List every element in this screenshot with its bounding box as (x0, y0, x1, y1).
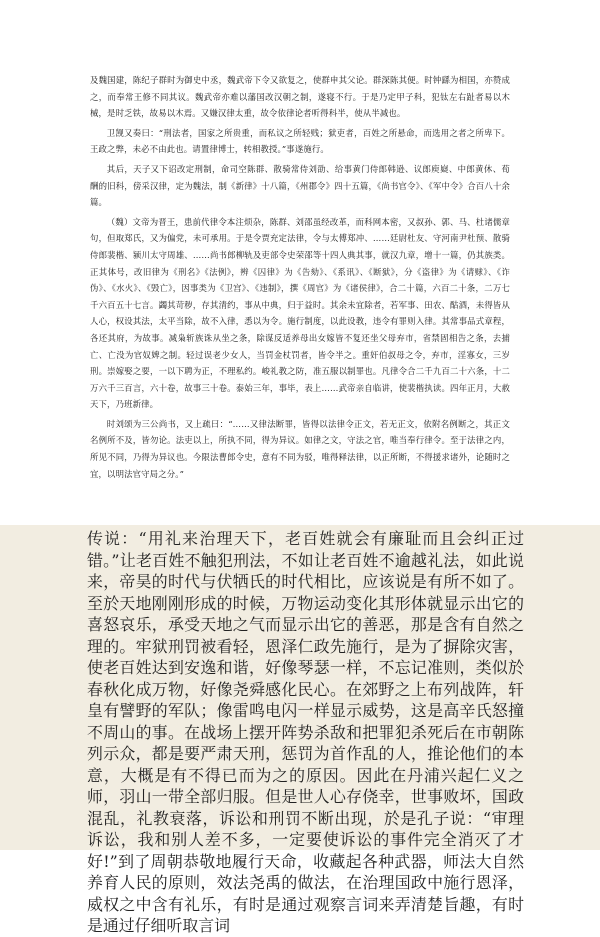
paragraph-wei-ji-memorial: 卫觊又奏曰：“刑法者，国家之所贵重，而私议之所轻贱；狱吏者，百姓之所悬命，而选用之者之所卑下。王政之弊，未必不由此也。请置律博士，转相教授。”事遂施行。 (90, 127, 510, 155)
paragraph-wei-founding: 及魏国建，陈纪子群时为御史中丞，魏武帝下令又欲复之，使群申其父论。群深陈其便。时钟繇为相国，亦赞成之，而奉常王修不同其议。魏武帝亦难以藩国改汉朝之制，遂寝不行。于是乃定甲子科，犯钛左右趾者易以木械，是时乏铁，故易以木焉。又嫌汉律太重，故令依律论者听得科半，使从半减也。 (90, 75, 510, 119)
upper-text-block (90, 72, 510, 485)
paragraph-new-code-wei: 其后，天子又下诏改定刑制，命司空陈群、散骑常侍刘劭、给事黄门侍郎韩逊、议郎庾嶷、中郎黄休、荀 酬的旧科，傍采汉律，定为魏法，制《新律》十八篇，《州郡令》四十五篇，《尚书官令》、《军中令》合百八十余篇。 (90, 163, 510, 208)
lower-scanned-page (0, 525, 600, 935)
paragraph-jin-code-revision: （魏）文帝为晋王，患前代律令本注烦杂，陈群、刘邵虽经改革，而科网本密，又叔孙、郭、马、杜诸儒章句，但取郑氏，又为偏党，未可承用。于是令贾充定法律，令与太傅郑冲、……廷尉杜友、守河南尹杜预、散骑侍郎裴楷、颍川太守周雄、……尚书郎柳轨及吏部令史荣邵等十四人典其事，就汉九章，增十一篇，仍其族类。正其体号，改旧律为《刑名》《法例》，辨《囚律》为《告劾》、《系讯》、《断狱》，分《盗律》为《请赇》、《诈伪》、《水火》、《毁亡》，因事类为《卫宫》、《违制》，撰《周官》为《诸侯律》，合二十篇，六百二十条，二万七千六百五十七言。蠲其苛秽，存其清约，事从中典，归于益时。其余未宜除者，若军事、田农、酤酒，未得皆从人心，权设其法，太平当除，故不入律，悉以为令。施行制度，以此设教，违令有罪则入律。其常事品式章程，各还其府，为故事。减枭斩族诛从坐之条，除谋反适养母出女嫁皆不复还坐父母弃市，省禁固相告之条，去捕亡、亡没为官奴婢之制。轻过误老少女人，当罚金杖罚者，皆令半之。重奸伯叔母之令，弃市，淫寡女，三岁刑。崇嫁娶之要，一以下聘为正，不理私约。峻礼教之防，准五服以制罪也。凡律令合二千九百二十六条，十二万六千三百言，六十卷，故事三十卷。泰始三年，事毕，表上……武帝亲自临讲，使裴楷执读。四年正月，大赦天下，乃班新律。 (90, 216, 510, 410)
translation-paragraph: 传说：“用礼来治理天下，老百姓就会有廉耻而且会纠正过错。”让老百姓不触犯刑法，不如让老百姓不逾越礼法，如此说来，帝昊的时代与伏牺氏的时代相比，应该说是有所不如了。至於天地刚刚形成的时候，万物运动变化其形体就显示出它的喜怒哀乐，承受天地之气而显示出它的善恶，那是含有自然之理的。牢狱刑罚被看轻，恩泽仁政先施行，是为了摒除灾害，使老百姓达到安逸和谐，好像琴瑟一样，不忘记准则，类似於春秋化成万物，好像尧舜感化民心。在郊野之上布列战阵，轩皇有譬野的军队；像雷鸣电闪一样显示威势，这是高辛氏怒撞不周山的事。在战场上摆开阵势杀敌和把罪犯杀死后在市朝陈列示众，都是要严肃天刑，惩罚为首作乱的人，推论他们的本意，大概是有不得已而为之的原因。因此在丹浦兴起仁义之师，羽山一带全部归服。但是世人心存侥幸，世事败坏，国政混乱，礼教衰落，诉讼和刑罚不断出现，於是孔子说：“审理诉讼，我和别人差不多，一定要使诉讼的事件完全消灭了才好!”到了周朝恭敬地履行天命，收藏起各种武器，师法大自然养育人民的原则，效法尧禹的做法，在治理国政中施行恩泽，威权之中含有礼乐，有时是通过观察言词来弄清楚旨趣，有时是通过仔细听取言词 (87, 529, 524, 935)
paragraph-liu-song-memorial: 时刘颂为三公尚书，又上疏曰：“……又律法断罪，皆得以法律令正文，若无正文，依附名例断之，其正文名例所不及，皆勿论。法吏以上，所执不同，得为异议。如律之文，守法之官，唯当奉行律令。至于法律之内，所见不同，乃得为异议也。今限法曹郎令史，意有不同为驳，唯得释法律，以正所断，不得援求诸外，论随时之宜，以明法官守局之分。” (90, 418, 510, 479)
